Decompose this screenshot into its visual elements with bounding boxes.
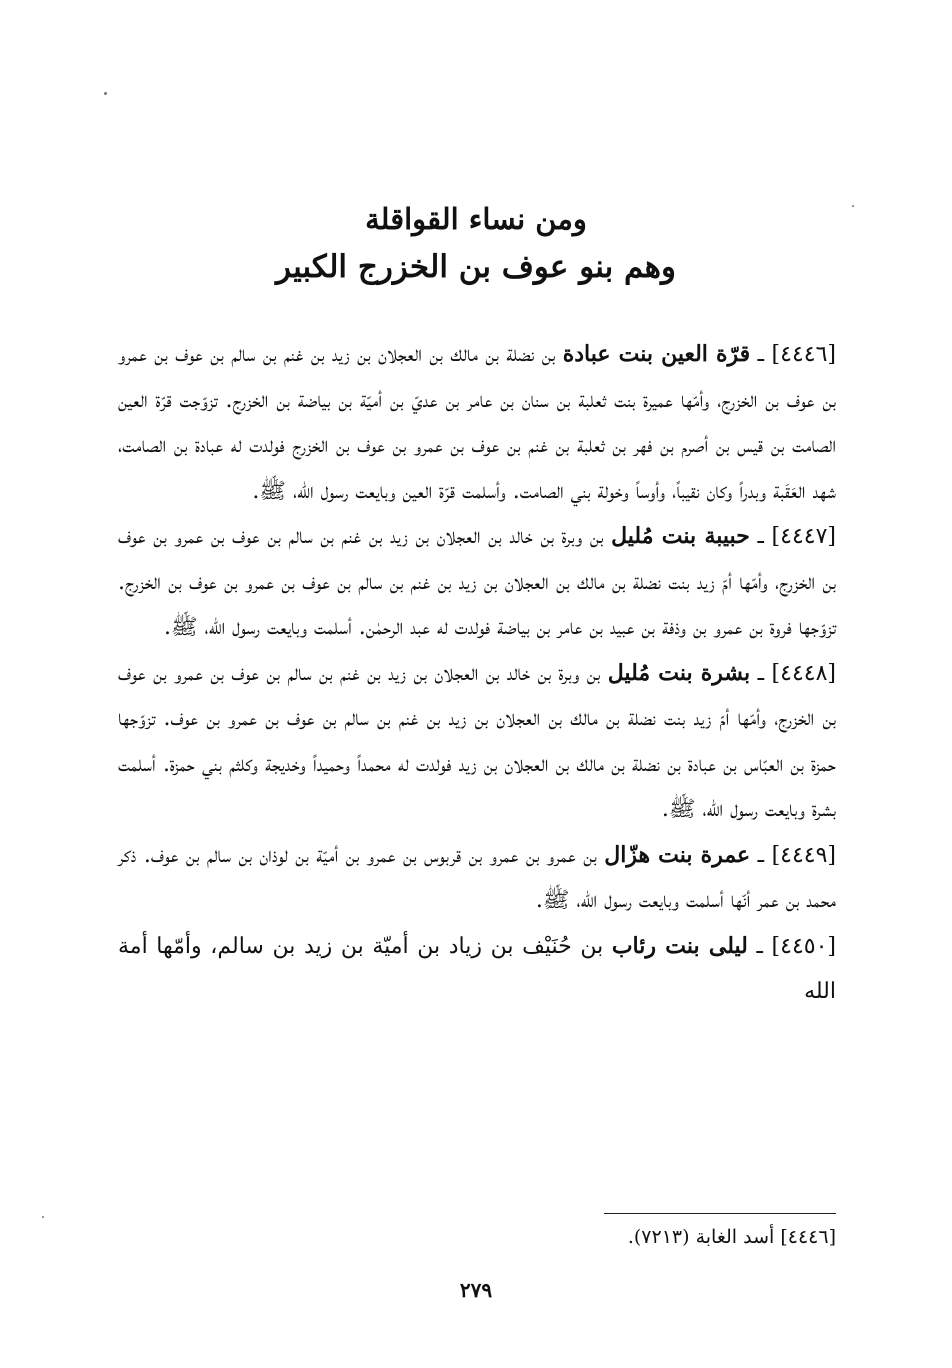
entry-number: [٤٤٤٦] (771, 342, 836, 367)
entry-number: [٤٤٤٩] (771, 842, 837, 868)
page-heading (0, 196, 952, 292)
entry-text: بن عمرو بن عمرو بن قربوس بن عمرو بن أميّة بن لوذان بن سالم بن عوف. ذكر محمد بن عمر أنّها أسلمت وبايعت رسول الله، ﷺ. (118, 842, 836, 913)
entry-4449: [٤٤٤٩] ـ عمرة بنت هزّال بن عمرو بن عمرو بن قربوس بن عمرو بن أميّة بن لوذان بن سالم بن عوف. ذكر محمد بن عمر أنّها أسلمت وبايعت رسول الله، ﷺ. (118, 841, 837, 913)
entry-number: [٤٤٥٠] (771, 933, 836, 959)
entry-name: قرّة العين بنت عبادة (562, 341, 751, 367)
footnote: [٤٤٤٦] أسد الغابة (٧٢١٣). (627, 1226, 836, 1248)
entry-name: عمرة بنت هزّال (604, 841, 751, 868)
entry-4448: [٤٤٤٨] ـ بشرة بنت مُليل بن وبرة بن خالد بن العجلان بن زيد بن غنم بن سالم بن عوف بن عمرو بن عوف بن الخزرج، وأمّها أمّ زيد بنت نضلة بن مالك بن العجلان بن زيد بن غنم بن سالم بن عوف بن عمرو بن عوف. تزوّجها حمزة بن العبّاس بن عبادة بن نضلة بن مالك بن العجلان بن زيد فولدت له محمداً وحميداً وخديجة وكلثم بني حمزة. أسلمت بشرة وبايعت رسول الله، ﷺ. (118, 659, 836, 822)
entry-text: بن نضلة بن مالك بن العجلان بن زيد بن غنم بن سالم بن عوف بن عمرو بن عوف بن الخزرج، وأمّها عميرة بنت ثعلبة بن سنان بن عامر بن عديّ بن أميّة بن بياضة بن الخزرج. تزوّجت قرّة العين الصامت بن قيس بن أصرم بن فهر بن ثعلبة بن غنم بن عوف بن عمرو بن عوف بن الخزرج فولدت له عبادة بن الصامت، شهد العَقَبة وبدراً وكان نقيباً، وأوساً وخولة بني الصامت. وأسلمت قرّة العين وبايعت رسول الله، ﷺ. (118, 342, 836, 504)
entry-text: بن وبرة بن خالد بن العجلان بن زيد بن غنم بن سالم بن عوف بن عمرو بن عوف بن الخزرج، وأمّها أمّ زيد بنت نضلة بن مالك بن العجلان بن زيد بن غنم بن سالم بن عوف بن عمرو بن عوف. تزوّجها حمزة بن العبّاس بن عبادة بن نضلة بن مالك بن العجلان بن زيد فولدت له محمداً وحميداً وخديجة وكلثم بني حمزة. أسلمت بشرة وبايعت رسول الله، ﷺ. (118, 660, 836, 822)
entry-4446: [٤٤٤٦] ـ قرّة العين بنت عبادة بن نضلة بن مالك بن العجلان بن زيد بن غنم بن سالم بن عوف بن عمرو بن عوف بن الخزرج، وأمّها عميرة بنت ثعلبة بن سنان بن عامر بن عديّ بن أميّة بن بياضة بن الخزرج. تزوّجت قرّة العين الصامت بن قيس بن أصرم بن فهر بن ثعلبة بن غنم بن عوف بن عمرو بن عوف بن الخزرج فولدت له عبادة بن الصامت، شهد العَقَبة وبدراً وكان نقيباً، وأوساً وخولة بني الصامت. وأسلمت قرّة العين وبايعت رسول الله، ﷺ. (118, 341, 836, 504)
entry-text: بن حُنَيْف بن زياد بن أميّة بن زيد بن سالم، وأمّها أمة الله (118, 933, 836, 1004)
scan-speck (104, 92, 107, 95)
entry-text: بن وبرة بن خالد بن العجلان بن زيد بن غنم بن سالم بن عوف بن عمرو بن عوف بن الخزرج، وأمّها أمّ زيد بنت نضلة بن مالك بن العجلان بن زيد بن غنم بن سالم بن عوف بن عمرو بن عوف بن الخزرج. تزوّجها فروة بن عمرو بن وذفة بن عبيد بن عامر بن بياضة فولدت له عبد الرحمٰن. أسلمت وبايعت رسول الله، ﷺ. (118, 524, 836, 640)
entry-number: [٤٤٤٨] (771, 660, 836, 686)
entry-number: [٤٤٤٧] (771, 524, 836, 549)
entry-4450: [٤٤٥٠] ـ ليلى بنت رئاب بن حُنَيْف بن زياد بن أميّة بن زيد بن سالم، وأمّها أمة الله (118, 932, 836, 1004)
entry-name: بشرة بنت مُليل (607, 659, 751, 686)
scan-speck (42, 1216, 44, 1218)
heading-line-2: وهم بنو عوف بن الخزرج الكبير (276, 249, 676, 285)
footnote-divider (604, 1213, 836, 1214)
entry-name: حبيبة بنت مُليل (611, 523, 750, 549)
page-number: ٢٧٩ (459, 1278, 493, 1302)
entry-4447: [٤٤٤٧] ـ حبيبة بنت مُليل بن وبرة بن خالد بن العجلان بن زيد بن غنم بن سالم بن عوف بن عمرو بن عوف بن الخزرج، وأمّها أمّ زيد بنت نضلة بن مالك بن العجلان بن زيد بن غنم بن سالم بن عوف بن عمرو بن عوف بن الخزرج. تزوّجها فروة بن عمرو بن وذفة بن عبيد بن عامر بن بياضة فولدت له عبد الرحمٰن. أسلمت وبايعت رسول الله، ﷺ. (118, 523, 836, 640)
heading-line-1: ومن نساء القواقلة (365, 202, 587, 236)
entries-body (118, 332, 836, 1015)
entry-name: ليلى بنت رئاب (611, 932, 748, 959)
